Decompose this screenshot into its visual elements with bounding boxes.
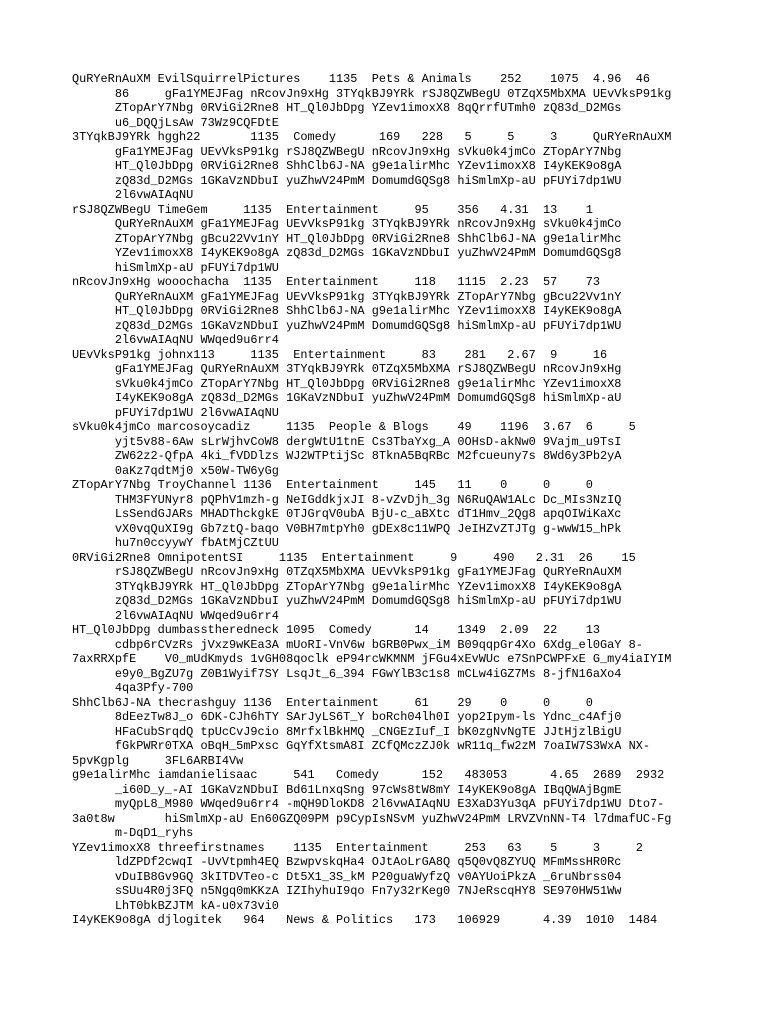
text-line: cdbp6rCVzRs jVxz9wKEa3A mUoRI-VnV6w bGRB0Pwx_iM B09qqpGr4Xo 6Xdg_el0GaY 8-	[72, 637, 643, 652]
text-line: QuRYeRnAuXM gFa1YMEJFag UEvVksP91kg 3TYqkBJ9YRk nRcovJn9xHg sVku0k4jmCo	[72, 217, 622, 231]
text-line: 0aKz7qdtMj0 x50W-TW6yGg	[72, 463, 279, 478]
text-line: YZev1imoxX8 threefirstnames 1135 Entertainment 253 63 5 3 2	[72, 840, 643, 855]
text-line: u6_DQQjLsAw 73Wz9CQFDtE	[72, 115, 279, 130]
text-line: e9y0_BgZU7g Z0B1Wyif7SY LsqJt_6_394 FGwYlB3c1s8 mCLw4iGZ7Ms 8-jfN16aXo4	[72, 666, 622, 681]
text-line: QuRYeRnAuXM EvilSquirrelPictures 1135 Pets & Animals 252 1075 4.96 46	[72, 72, 650, 86]
text-line: _i60D_y_-AI 1GKaVzNDbuI Bd61LnxqSng 97cWs8tW8mY I4yKEK9o8gA IBqQWAjBgmE	[72, 782, 622, 797]
text-line: m-DqD1_ryhs	[72, 826, 194, 840]
text-line: LsSendGJARs MHADThckgkE 0TJGrqV0ubA BjU-c_aBXtc dT1Hmv_2Qg8 apqOIWiKaXc	[72, 507, 622, 521]
text-line: HT_Ql0JbDpg 0RViGi2Rne8 ShhClb6J-NA g9e1alirMhc YZev1imoxX8 I4yKEK9o8gA	[72, 304, 622, 318]
text-line: yjt5v88-6Aw sLrWjhvCoW8 dergWtU1tnE Cs3TbaYxg_A 0OHsD-akNw0 9Vajm_u9TsI	[72, 434, 622, 449]
text-line: THM3FYUNyr8 pQPhV1mzh-g NeIGddkjxJI 8-vZvDjh_3g N6RuQAW1ALc Dc_MIs3NzIQ	[72, 492, 622, 507]
text-line: ldZPDf2cwqI -UvVtpmh4EQ BzwpvskqHa4 OJtAoLrGA8Q q5Q0vQ8ZYUQ MFmMssHR0Rc	[72, 855, 622, 869]
text-line: I4yKEK9o8gA djlogitek 964 News & Politics 173 106929 4.39 1010 1484	[72, 913, 658, 927]
text-line: g9e1alirMhc iamdanielisaac 541 Comedy 152 483053 4.65 2689 2932	[72, 768, 665, 782]
text-line: myQpL8_M980 WWqed9u6rr4 -mQH9DloKD8 2l6vwAIAqNU E3XaD3Yu3qA pFUYi7dp1WU Dto7-	[72, 797, 665, 811]
text-line: 2l6vwAIAqNU	[72, 188, 194, 202]
text-line: zQ83d_D2MGs 1GKaVzNDbuI yuZhwV24PmM DomumdGQSg8 hiSmlmXp-aU pFUYi7dp1WU	[72, 318, 622, 333]
text-line: rSJ8QZWBegU TimeGem 1135 Entertainment 95 356 4.31 13 1	[72, 202, 593, 217]
document-body	[72, 72, 712, 928]
text-line: YZev1imoxX8 I4yKEK9o8gA zQ83d_D2MGs 1GKaVzNDbuI yuZhwV24PmM DomumdGQSg8	[72, 246, 622, 260]
text-line: pFUYi7dp1WU 2l6vwAIAqNU	[72, 405, 279, 420]
text-line: 3a0t8w hiSmlmXp-aU En60GZQ09PM p9CypIsNSvM yuZhwV24PmM LRVZVnNN-T4 l7dmafUC-Fg	[72, 811, 672, 826]
text-line: 8dEezTw8J_o 6DK-CJh6hTY SArJyLS6T_Y boRch04lh0I yop2Ipym-ls Ydnc_c4Afj0	[72, 710, 622, 724]
text-line: ZTopArY7Nbg gBcu22Vv1nY HT_Ql0JbDpg 0RViGi2Rne8 ShhClb6J-NA g9e1alirMhc	[72, 231, 622, 246]
text-line: 2l6vwAIAqNU WWqed9u6rr4	[72, 608, 279, 623]
text-line: 2l6vwAIAqNU WWqed9u6rr4	[72, 333, 279, 347]
text-line: hu7n0ccyywY fbAtMjCZtUU	[72, 536, 279, 550]
text-line: 4qa3Pfy-700	[72, 681, 194, 695]
text-line: LhT0bkBZJTM kA-u0x73vi0	[72, 898, 279, 913]
text-line: gFa1YMEJFag QuRYeRnAuXM 3TYqkBJ9YRk 0TZqX5MbXMA rSJ8QZWBegU nRcovJn9xHg	[72, 362, 622, 376]
text-line: ZTopArY7Nbg TroyChannel 1136 Entertainment 145 11 0 0 0	[72, 478, 593, 492]
text-line: HT_Ql0JbDpg dumbasstheredneck 1095 Comedy 14 1349 2.09 22 13	[72, 623, 601, 637]
text-line: 0RViGi2Rne8 OmnipotentSI 1135 Entertainment 9 490 2.31 26 15	[72, 550, 636, 565]
text-line: 7axRRXpfE V0_mUdKmyds 1vGH08qoclk eP94rcWKMNM jFGu4xEvWUc e7SnPCWPFxE G_my4iaIYIM	[72, 652, 672, 666]
text-line: sVku0k4jmCo marcosoycadiz 1135 People & Blogs 49 1196 3.67 6 5	[72, 420, 636, 434]
text-line: nRcovJn9xHg wooochacha 1135 Entertainment 118 1115 2.23 57 73	[72, 275, 601, 289]
text-line: hiSmlmXp-aU pFUYi7dp1WU	[72, 260, 279, 275]
text-line: HFaCubSrqdQ tpUcCvJ9cio 8MrfxlBkHMQ _CNGEzIuf_I bK0zgNvNgTE JJtHjzlBigU	[72, 724, 622, 739]
text-line: sVku0k4jmCo ZTopArY7Nbg HT_Ql0JbDpg 0RViGi2Rne8 g9e1alirMhc YZev1imoxX8	[72, 376, 622, 391]
text-line: rSJ8QZWBegU nRcovJn9xHg 0TZqX5MbXMA UEvVksP91kg gFa1YMEJFag QuRYeRnAuXM	[72, 565, 622, 579]
text-line: I4yKEK9o8gA zQ83d_D2MGs 1GKaVzNDbuI yuZhwV24PmM DomumdGQSg8 hiSmlmXp-aU	[72, 391, 622, 405]
text-line: vX0vqQuXI9g Gb7ztQ-baqo V0BH7mtpYh0 gDEx8c11WPQ JeIHZvZTJTg g-wwW15_hPk	[72, 521, 622, 536]
text-line: 3TYqkBJ9YRk hggh22 1135 Comedy 169 228 5 5 3 QuRYeRnAuXM	[72, 130, 672, 144]
text-line: ZW62z2-QfpA 4ki_fVDDlzs WJ2WTPtijSc 8TknA5BqRBc M2fcueuny7s 8Wd6y3Pb2yA	[72, 449, 622, 463]
text-line: vDuIB8Gv9GQ 3kITDVTeo-c Dt5X1_3S_kM P20guaWyfzQ v0AYUoiPkzA _6ruNbrss04	[72, 869, 622, 884]
text-line: 3TYqkBJ9YRk HT_Ql0JbDpg ZTopArY7Nbg g9e1alirMhc YZev1imoxX8 I4yKEK9o8gA	[72, 579, 622, 594]
text-line: fGkPWRr0TXA oBqH_5mPxsc GqYfXtsmA8I ZCfQMczZJ0k wR11q_fw2zM 7oaIW7S3WxA NX-	[72, 739, 650, 753]
text-line: 86 gFa1YMEJFag nRcovJn9xHg 3TYqkBJ9YRk rSJ8QZWBegU 0TZqX5MbXMA UEvVksP91kg	[72, 86, 672, 101]
text-line: zQ83d_D2MGs 1GKaVzNDbuI yuZhwV24PmM DomumdGQSg8 hiSmlmXp-aU pFUYi7dp1WU	[72, 173, 622, 188]
text-line: HT_Ql0JbDpg 0RViGi2Rne8 ShhClb6J-NA g9e1alirMhc YZev1imoxX8 I4yKEK9o8gA	[72, 159, 622, 173]
text-line: gFa1YMEJFag UEvVksP91kg rSJ8QZWBegU nRcovJn9xHg sVku0k4jmCo ZTopArY7Nbg	[72, 144, 622, 159]
text-line: zQ83d_D2MGs 1GKaVzNDbuI yuZhwV24PmM DomumdGQSg8 hiSmlmXp-aU pFUYi7dp1WU	[72, 594, 622, 608]
text-line: ZTopArY7Nbg 0RViGi2Rne8 HT_Ql0JbDpg YZev1imoxX8 8qQrrfUTmh0 zQ83d_D2MGs	[72, 101, 622, 115]
text-line: sSUu4R0j3FQ n5Ngq0mKKzA IZIhyhuI9qo Fn7y32rKeg0 7NJeRscqHY8 SE970HW51Ww	[72, 884, 622, 898]
text-line: UEvVksP91kg johnx113 1135 Entertainment 83 281 2.67 9 16	[72, 347, 608, 362]
text-line: QuRYeRnAuXM gFa1YMEJFag UEvVksP91kg 3TYqkBJ9YRk ZTopArY7Nbg gBcu22Vv1nY	[72, 289, 622, 304]
text-line: ShhClb6J-NA thecrashguy 1136 Entertainment 61 29 0 0 0	[72, 695, 593, 710]
text-line: 5pvKgplg 3FL6ARBI4Vw	[72, 753, 244, 768]
